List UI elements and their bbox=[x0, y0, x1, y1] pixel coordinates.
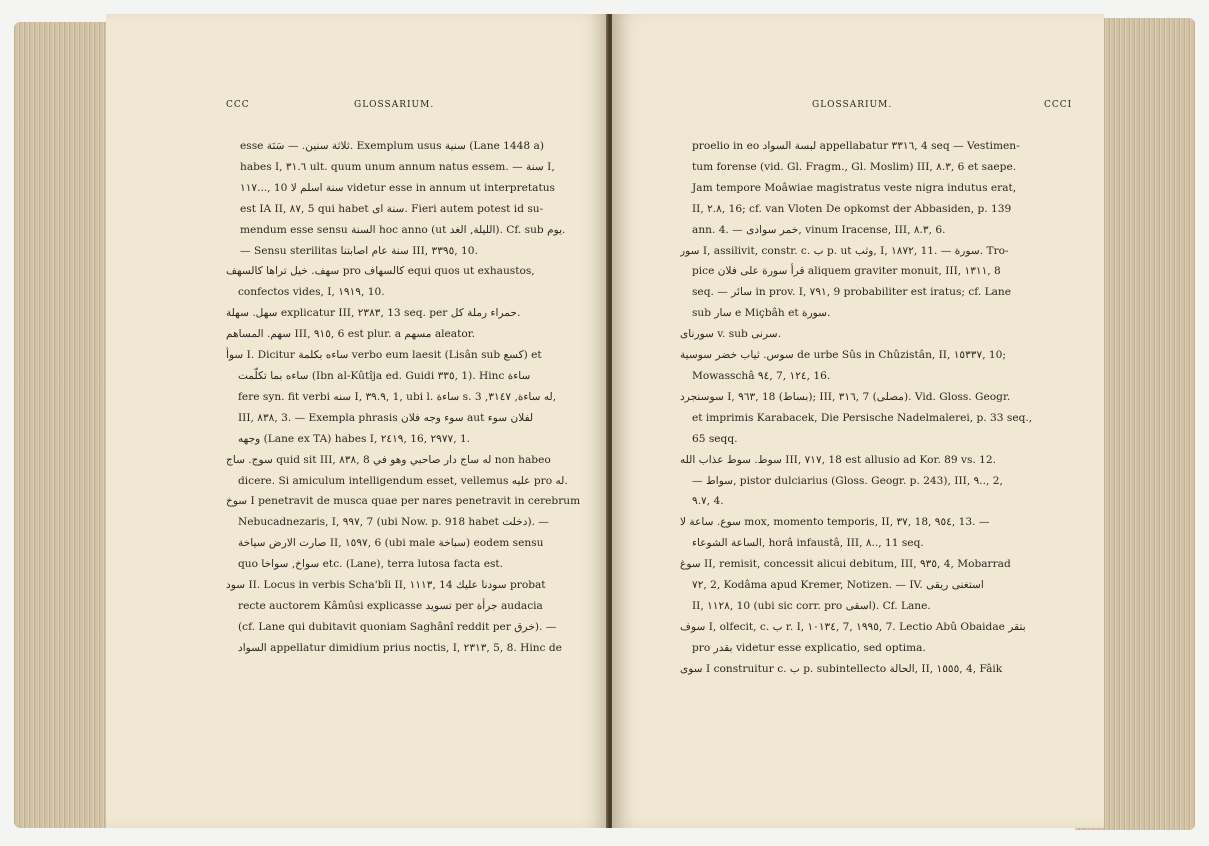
text-line: proelio in eo لبسة السواد appellabatur ٣٣١٦, 4 seq — Vestimen- bbox=[692, 140, 1020, 152]
text-line: Mowasschâ ٩٤, 7, ١٢٤, 16. bbox=[692, 369, 831, 382]
text-line: Nebucadnezaris, I, ٩٩٧, 7 (ubi Now. p. 918 habet دخلت). — bbox=[238, 516, 549, 529]
text-line: صارت الارض سياخة II, ١٥٩٧, 6 (ubi male سباخة) eodem sensu bbox=[238, 537, 544, 550]
text-line: Jam tempore Moâwiae magistratus veste nigra indutus erat, bbox=[692, 181, 1017, 194]
entry-line: سوف I, olfecit, c. ب r. I, ١٠١٣٤, 7, ١٩٩٥, 7. Lectio Abû Obaidae بتقر bbox=[680, 620, 1026, 633]
left-page bbox=[106, 14, 609, 828]
right-page-number: CCCI bbox=[1044, 100, 1073, 110]
text-line: dicere. Si amiculum intelligendum esset, vellemus عليه pro له. bbox=[238, 474, 568, 487]
text-line: II, ٢.٨, 16; cf. van Vloten De opkomst der Abbasiden, p. 139 bbox=[692, 202, 1012, 215]
text-line: 65 seqq. bbox=[692, 432, 738, 445]
text-line: (cf. Lane qui dubitavit quoniam Saghânî reddit per خرق). — bbox=[238, 620, 557, 633]
text-line: وجهه (Lane ex TA) habes I, ٢٤١٩, 16, ٢٩٧٧, 1. bbox=[238, 432, 471, 445]
entry-line: سود II. Locus in verbis Scha'bîi II, ١١١٣, 14 سودنا عليك probat bbox=[226, 579, 546, 592]
entry-line: سوأ I. Dicitur ساءه بكلمة verbo eum laesit (Lisân sub كسع) et bbox=[226, 349, 542, 362]
entry-line: سهف. خيل تراها كالسهف pro كالسهاف equi quos ut exhaustos, bbox=[226, 265, 535, 278]
entry-line: سورناى v. sub سرنى. bbox=[680, 328, 782, 341]
right-page-text bbox=[680, 136, 1080, 680]
text-line: sub سار e Miçbâh et سورة. bbox=[692, 307, 831, 320]
entry-line: سهم. المساهم III, ٩١٥, 6 est plur. a مسهم aleator. bbox=[226, 328, 476, 341]
text-line: fere syn. fit verbi سنه I, ٣٩.٩, 1, ubi l. ساءة s. له ساءة, ٣١٤٧, 3, bbox=[238, 390, 557, 403]
entry-line: سوغ II, remisit, concessit alicui debitum, III, ٩٣٥, 4, Mobarrad bbox=[680, 558, 1011, 571]
entry-line: سهل. سهلة explicatur III, ٢٣٨٣, 13 seq. per حمراء رملة كل. bbox=[226, 307, 521, 320]
text-line: ٧٢, 2, Kodâma apud Kremer, Notizen. — IV. استغنى ريقى bbox=[692, 579, 984, 592]
text-line: الساعة الشوعاء, horâ infaustâ, III, ٨.., 11 seq. bbox=[692, 537, 924, 550]
left-page-text bbox=[226, 136, 646, 659]
right-running-head: GLOSSARIUM. bbox=[812, 100, 893, 110]
text-line: mendum esse sensu السنة hoc anno (ut الليلة, الغد). Cf. sub يوم. bbox=[240, 223, 566, 236]
text-line: pro بقدر videtur esse explicatio, sed optima. bbox=[692, 641, 926, 654]
text-line: seq. — سائر in prov. I, ٧٩١, 9 probabiliter est iratus; cf. Lane bbox=[692, 286, 1012, 299]
text-line: III, ٨٣٨, 3. — Exempla phrasis سوء وجه فلان aut لفلان سوء bbox=[238, 411, 534, 424]
text-line: est IA II, ٨٧, 5 qui habet سنة اى. Fieri autem potest id su- bbox=[240, 202, 544, 215]
text-line: ١١٧..., 10 سنة اسلم لا videtur esse in annum ut interpretatus bbox=[240, 181, 555, 194]
text-line: confectos vides, I, ١٩١٩, 10. bbox=[238, 286, 385, 299]
left-running-head: GLOSSARIUM. bbox=[354, 100, 435, 110]
text-line: السواد appellatur dimidium prius noctis, I, ٢٣١٣, 5, 8. Hinc de bbox=[238, 641, 562, 654]
entry-line: سوع. ساعة لا mox, momento temporis, II, ٣٧, 18, ٩٥٤, 13. — bbox=[680, 516, 990, 529]
text-line: quo سواخ, سواخا etc. (Lane), terra lutosa facta est. bbox=[238, 558, 504, 571]
entry-line: سوخ I penetravit de musca quae per nares penetravit in cerebrum bbox=[226, 495, 581, 508]
text-line: ann. 4. — خمر سوادى, vinum Iracense, III, ٨.٣, 6. bbox=[692, 223, 946, 236]
text-line: — Sensu sterilitas سنة عام اصابتنا III, ٣٣٩٥, 10. bbox=[240, 244, 478, 257]
entry-line: سوى I construitur c. ب p. subintellecto الحالة, II, ١٥٥٥, 4, Fâik bbox=[680, 662, 1003, 675]
open-book bbox=[14, 8, 1195, 836]
text-line: — سواط, pistor dulciarius (Gloss. Geogr. p. 243), III, ٩.., 2, bbox=[692, 474, 1003, 487]
entry-line: سوس. ثياب خضر سوسية de urbe Sûs in Chûzistân, II, ١٥٣٣٧, 10; bbox=[680, 349, 1006, 362]
entry-line: سوسنجرد I, ٩٦٣, 18 (بساط); III, ٣١٦, 7 (مصلى). Vid. Gloss. Geogr. bbox=[680, 390, 1011, 403]
text-line: pice قرأ سورة على فلان aliquem graviter monuit, III, ١٣١١, 8 bbox=[692, 265, 1001, 278]
text-line: habes I, ٣١.٦ ult. quum unum annum natus essem. — سنة I, bbox=[240, 160, 555, 173]
text-line: ساءه بما تكلّمت (Ibn al-Kûtîja ed. Guidi ٣٣٥, 1). Hinc ساءة bbox=[238, 369, 531, 382]
entry-line: سوط. سوط عذاب الله III, ٧١٧, 18 est allusio ad Kor. 89 vs. 12. bbox=[680, 453, 997, 466]
text-line: recte auctorem Kâmûsi explicasse تسويد per جرأة audacia bbox=[238, 599, 543, 612]
right-page bbox=[612, 14, 1104, 828]
entry-line: سوج. ساج quid sit III, ٨٣٨, 8 له ساج دار صاحبي وهو في non habeo bbox=[226, 453, 551, 466]
left-page-number: CCC bbox=[226, 100, 250, 110]
text-line: II, ١١٢٨, 10 (ubi sic corr. pro اسقى). Cf. Lane. bbox=[692, 599, 931, 612]
entry-line: سور I, assilivit, constr. c. ب p. ut وثب, I, ١٨٧٢, 11. — سورة. Tro- bbox=[680, 244, 1009, 257]
text-line: tum forense (vid. Gl. Fragm., Gl. Moslim) III, ٨.٣, 6 et saepe. bbox=[692, 160, 1017, 173]
text-line: et imprimis Karabacek, Die Persische Nadelmalerei, p. 33 seq., bbox=[692, 411, 1033, 424]
text-line: esse ثلاثة سنين. — سَنَة. Exemplum usus سنية (Lane 1448 a) bbox=[240, 140, 544, 152]
text-line: ٩.٧, 4. bbox=[692, 495, 724, 508]
